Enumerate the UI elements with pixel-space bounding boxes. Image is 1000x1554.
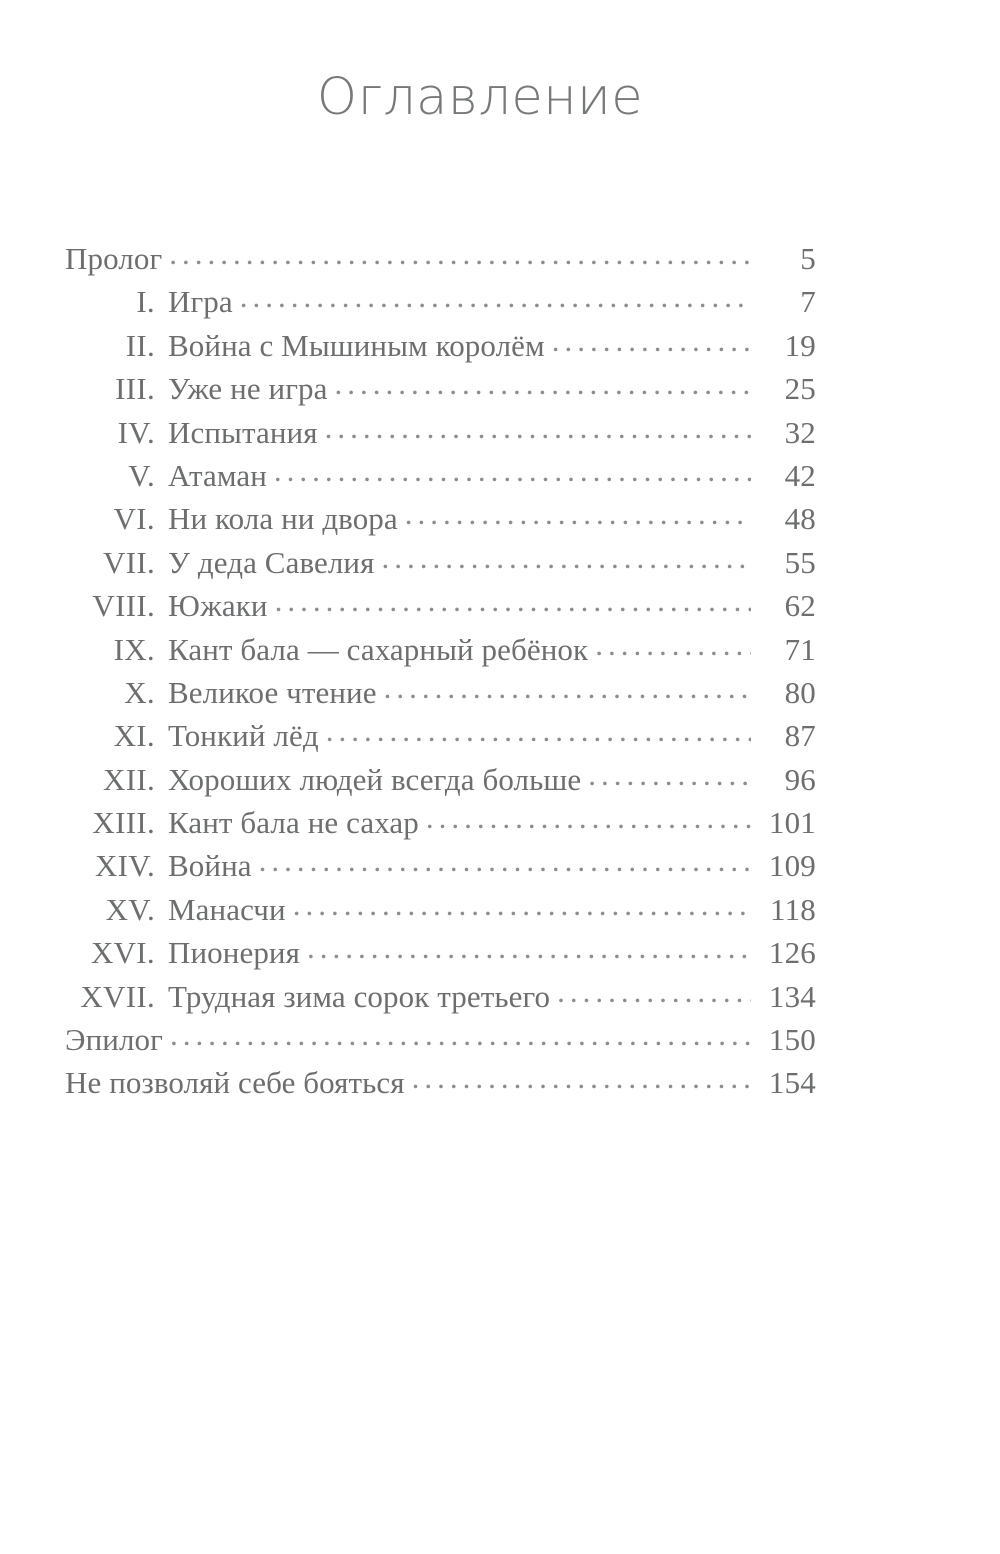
toc-entry-page-number: 5 [800,241,816,276]
toc-entry[interactable] [64,888,816,931]
toc-entry-title: Трудная зима сорок третьего [168,978,551,1014]
toc-entry-page-number: 71 [784,631,816,667]
toc-entry[interactable] [64,454,816,497]
toc-entry-page-number: 48 [784,501,816,537]
toc-entry-title: Кант бала — сахарный ребёнок [168,631,589,667]
toc-dot-leader [275,585,751,616]
toc-entry[interactable] [64,714,816,757]
toc-dot-leader [326,715,751,746]
toc-entry-numeral: III. [115,371,155,407]
toc-entry[interactable] [64,497,816,540]
toc-entry-numeral: XIV. [94,848,155,884]
toc-entry[interactable] [64,758,816,801]
toc-entry-title: Кант бала не сахар [168,805,419,841]
table-of-contents [64,237,816,1105]
toc-dot-leader [405,498,751,529]
toc-entry-page-number: 80 [784,674,816,710]
toc-entry-title: Южаки [168,588,268,624]
toc-dot-leader [426,802,751,833]
toc-entry[interactable] [64,584,816,627]
toc-entry-page-number: 55 [784,544,816,580]
toc-entry[interactable] [64,1061,816,1104]
toc-entry-numeral: X. [124,674,155,710]
toc-entry-numeral: VIII. [92,588,155,624]
toc-entry[interactable] [64,324,816,367]
toc-entry-title: Хороших людей всегда больше [168,761,582,797]
toc-dot-leader [588,759,751,790]
toc-entry-numeral: XVII. [80,978,155,1014]
toc-entry[interactable] [64,541,816,584]
toc-dot-leader [293,889,751,920]
toc-entry-numeral: XII. [103,761,155,797]
toc-entry-page-number: 118 [770,891,816,927]
toc-entry-page-number: 42 [784,457,816,493]
toc-entry-title: Эпилог [65,1022,163,1058]
toc-dot-leader [307,932,751,963]
toc-entry-numeral: VI. [113,501,155,537]
toc-dot-leader [595,629,751,660]
toc-entry-title: Манасчи [168,891,286,927]
toc-entry-title: Пионерия [168,935,300,971]
toc-entry-title: Война с Мышиным королём [168,327,545,363]
toc-entry[interactable] [64,628,816,671]
toc-entry[interactable] [64,844,816,887]
toc-entry[interactable] [64,1018,816,1061]
toc-dot-leader [552,325,751,356]
toc-entry-title: Игра [168,284,233,320]
toc-entry-numeral: XI. [113,718,155,754]
toc-entry-title: Не позволяй себе бояться [65,1065,405,1101]
toc-entry[interactable] [64,237,816,280]
toc-dot-leader [384,672,751,703]
toc-entry-title: Уже не игра [168,371,328,407]
toc-entry-page-number: 134 [768,978,816,1014]
toc-entry-title: У деда Савелия [168,544,375,580]
toc-entry-page-number: 62 [784,588,816,624]
toc-entry-numeral: VII. [103,544,155,580]
toc-entry[interactable] [64,411,816,454]
toc-entry-page-number: 19 [784,327,816,363]
toc-entry[interactable] [64,975,816,1018]
toc-entry-page-number: 101 [768,805,816,841]
toc-entry-title: Великое чтение [168,674,377,710]
toc-dot-leader [557,976,751,1007]
toc-entry-title: Пролог [65,241,163,276]
toc-dot-leader [170,1019,751,1050]
toc-entry[interactable] [64,367,816,410]
toc-entry-numeral: II. [125,327,155,363]
toc-entry-page-number: 154 [768,1065,816,1101]
toc-entry-page-number: 109 [768,848,816,884]
toc-entry-numeral: IX. [113,631,155,667]
toc-dot-leader [274,455,751,486]
page-title: Оглавление [316,68,644,127]
toc-entry-numeral: V. [128,457,155,493]
toc-entry[interactable] [64,671,816,714]
toc-entry-page-number: 32 [784,414,816,450]
toc-entry-numeral: XVI. [90,935,155,971]
toc-entry-numeral: I. [136,284,155,320]
toc-entry-page-number: 126 [768,935,816,971]
toc-dot-leader [240,281,751,312]
toc-dot-leader [169,238,751,269]
toc-entry-title: Тонкий лёд [168,718,319,754]
toc-dot-leader [412,1062,751,1093]
toc-entry[interactable] [64,801,816,844]
toc-entry-numeral: IV. [117,414,155,450]
toc-entry[interactable] [64,931,816,974]
toc-entry-title: Ни кола ни двора [168,501,398,537]
toc-dot-leader [381,542,751,573]
toc-entry-page-number: 96 [784,761,816,797]
toc-entry-page-number: 150 [768,1022,816,1058]
toc-entry-title: Испытания [168,414,318,450]
toc-entry-numeral: XV. [105,891,155,927]
toc-entry-page-number: 25 [784,371,816,407]
toc-dot-leader [325,412,751,443]
toc-entry-page-number: 87 [784,718,816,754]
toc-entry-title: Атаман [168,457,267,493]
toc-entry-title: Война [168,848,252,884]
toc-entry-numeral: XIII. [92,805,155,841]
toc-dot-leader [259,845,751,876]
toc-entry-page-number: 7 [800,284,816,320]
toc-dot-leader [335,368,751,399]
toc-entry[interactable] [64,280,816,323]
